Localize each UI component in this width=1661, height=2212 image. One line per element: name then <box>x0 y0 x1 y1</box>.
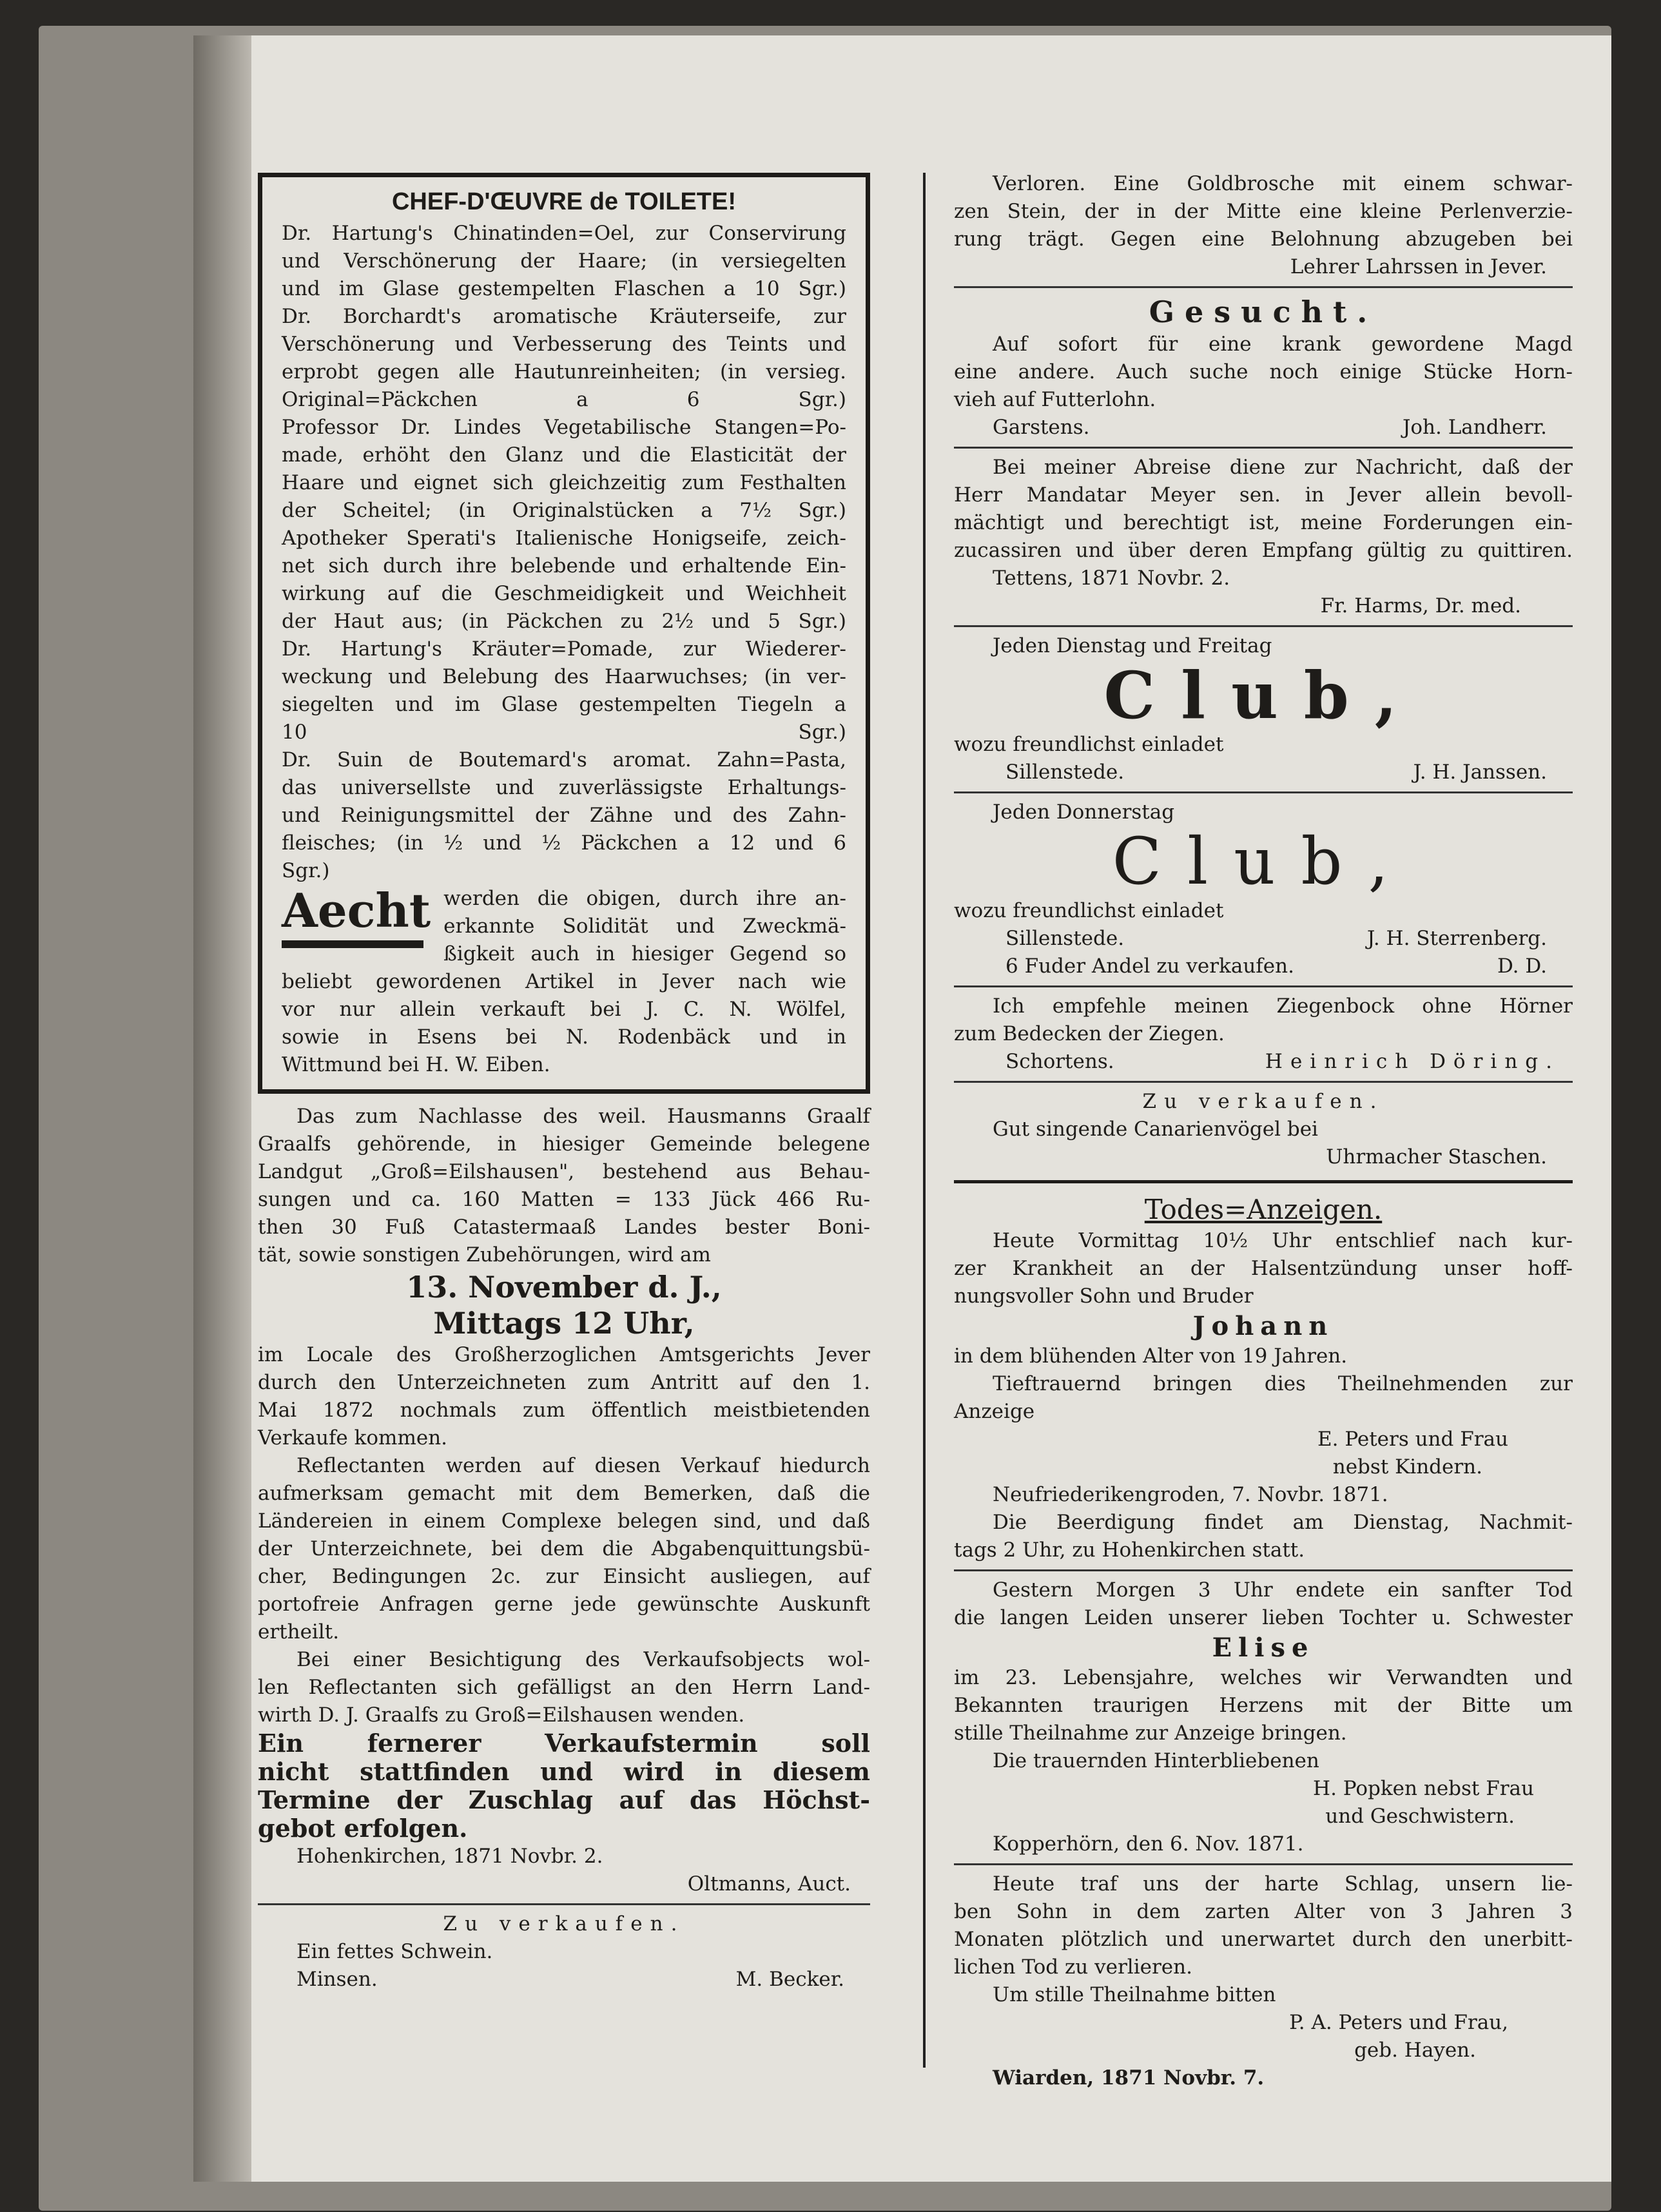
text-line: Tieftrauernd bringen dies Theilnehmenden zur <box>993 1372 1573 1395</box>
text-line: Bei einer Besichtigung des Verkaufsobjects wol- <box>296 1648 870 1671</box>
text-line: zucassiren und über deren Empfang gültig zu quittiren. <box>954 539 1573 562</box>
divider <box>954 286 1573 288</box>
club2-pre: Jeden Donnerstag <box>993 800 1175 824</box>
text-line: der Haut aus; (in Päckchen zu 2½ und 5 Sgr.) <box>282 610 846 633</box>
text-line: stille Theilnahme zur Anzeige bringen. <box>954 1722 1347 1745</box>
club2-name: J. H. Sterrenberg. <box>1366 927 1547 950</box>
death-notice-2-sign0: Die trauernden Hinterbliebenen <box>993 1749 1319 1772</box>
text-line: Ländereien in einem Complexe belegen sind, und daß <box>258 1509 870 1533</box>
ad-lines <box>282 220 846 885</box>
death-notice-3-request: Um stille Theilnahme bitten <box>993 1983 1276 2006</box>
club2-place: Sillenstede. <box>1005 927 1125 950</box>
text-line: der Scheitel; (in Originalstücken a 7½ Sgr.) <box>282 499 846 522</box>
text-line: Original=Päckchen a 6 Sgr.) <box>282 388 846 411</box>
death-notice-1-sign1: E. Peters und Frau <box>1317 1428 1508 1451</box>
death-notice-1-lines2 <box>954 1370 1573 1426</box>
echt-row <box>282 885 846 968</box>
text-line: zum Bedecken der Ziegen. <box>954 1022 1225 1045</box>
text-line: Ein fernerer Verkaufstermin soll <box>258 1729 870 1758</box>
text-line: zen Stein, der in der Mitte eine kleine Perlenverzie- <box>954 200 1573 223</box>
abreise-lines <box>954 454 1573 565</box>
canarien-sign: Uhrmacher Staschen. <box>1326 1145 1547 1169</box>
ziegenbock-name: Heinrich Döring. <box>1265 1050 1560 1073</box>
death-notice-2-lines2 <box>954 1664 1573 1747</box>
club1-name: J. H. Janssen. <box>1413 761 1547 784</box>
text-line: im Locale des Großherzoglichen Amtsgerichts Jever <box>258 1343 870 1366</box>
divider <box>954 625 1573 627</box>
club2-post: wozu freundlichst einladet <box>954 899 1224 922</box>
gesucht-name: Joh. Landherr. <box>1402 416 1547 439</box>
auction-notice <box>258 1103 870 1898</box>
echt-lines <box>443 885 846 968</box>
text-line: vieh auf Futterlohn. <box>954 388 1156 411</box>
divider <box>954 791 1573 793</box>
death-notices <box>954 1192 1573 2092</box>
pig-sale-sign-row <box>258 1966 870 1994</box>
text-line: sungen und ca. 160 Matten = 133 Jück 466 Ru- <box>258 1188 870 1211</box>
text-line: nicht stattfinden und wird in diesem <box>258 1757 870 1786</box>
auction-bold-notice <box>258 1729 870 1843</box>
text-line: gebot erfolgen. <box>258 1814 468 1843</box>
text-line: Auf sofort für eine krank gewordene Magd <box>993 333 1573 356</box>
pig-sale-notice <box>258 1910 870 1994</box>
text-line: Ich empfehle meinen Ziegenbock ohne Hörner <box>993 994 1573 1018</box>
ziegenbock-place: Schortens. <box>1005 1050 1114 1073</box>
text-line: 10 Sgr.) <box>282 721 846 744</box>
gesucht-title: Gesucht. <box>1149 295 1378 329</box>
divider <box>954 985 1573 987</box>
death-notice-3-sign1: P. A. Peters und Frau, <box>1289 2011 1508 2034</box>
auction-intro <box>258 1103 870 1269</box>
text-line: fleisches; (in ½ und ½ Päckchen a 12 und 6 <box>282 831 846 855</box>
text-line: werden die obigen, durch ihre an- <box>443 887 846 910</box>
andel-sign: D. D. <box>1497 955 1547 978</box>
death-notices-title: Todes=Anzeigen. <box>1144 1194 1383 1225</box>
text-line: Landgut „Groß=Eilshausen", bestehend aus Behau- <box>258 1160 870 1183</box>
auction-date: 13. November d. J., <box>406 1270 722 1305</box>
text-line: Monaten plötzlich und unerwartet durch den unerbitt- <box>954 1928 1573 1951</box>
text-line: der Unterzeichnete, bei dem die Abgabenquittungsbü- <box>258 1537 870 1560</box>
text-line: Wittmund bei H. W. Eiben. <box>282 1053 550 1076</box>
death-notice-2-lines <box>954 1577 1573 1632</box>
text-line: Verschönerung und Verbesserung des Teints und <box>282 333 846 356</box>
text-line: Anzeige <box>954 1400 1035 1423</box>
text-line: Reflectanten werden auf diesen Verkauf hiedurch <box>296 1454 870 1477</box>
death-notice-1-lines3 <box>954 1509 1573 1564</box>
divider <box>258 1903 870 1905</box>
ad-tail-lines <box>282 968 846 1079</box>
gesucht-sign-row <box>954 414 1573 441</box>
lost-sign: Lehrer Lahrssen in Jever. <box>1290 255 1547 278</box>
text-line: und im Glase gestempelten Flaschen a 10 Sgr.) <box>282 277 846 300</box>
text-line: beliebt gewordenen Artikel in Jever nach wie <box>282 970 846 993</box>
text-line: sowie in Esens bei N. Rodenbäck und in <box>282 1025 846 1049</box>
death-notice-2-sign1: H. Popken nebst Frau <box>1313 1777 1534 1800</box>
text-line: eine andere. Auch suche noch einige Stücke Horn- <box>954 360 1573 383</box>
text-line: made, erhöht den Glanz und die Elasticität der <box>282 443 846 467</box>
text-line: tät, sowie sonstigen Zubehörungen, wird am <box>258 1243 711 1266</box>
text-line: vor nur allein verkauft bei J. C. N. Wölfel, <box>282 998 846 1021</box>
gesucht-lines <box>954 331 1573 414</box>
text-line: Heute traf uns der harte Schlag, unsern lie- <box>993 1872 1573 1896</box>
canarien-notice <box>954 1088 1573 1171</box>
text-line: das universellste und zuverlässigste Erhaltungs- <box>282 776 846 799</box>
club1-title: Club, <box>1103 657 1423 733</box>
auction-signature: Oltmanns, Auct. <box>687 1872 851 1896</box>
text-line: aufmerksam gemacht mit dem Bemerken, daß die <box>258 1482 870 1505</box>
death-notice-1-date: Neufriederikengroden, 7. Novbr. 1871. <box>993 1483 1388 1506</box>
text-line: die langen Leiden unserer lieben Tochter u. Schwester <box>954 1606 1573 1629</box>
text-line: then 30 Fuß Catastermaaß Landes bester Boni- <box>258 1216 870 1239</box>
left-column <box>258 135 870 1994</box>
text-line: Dr. Hartung's Kräuter=Pomade, zur Wiederer- <box>282 637 846 661</box>
text-line: Termine der Zuschlag auf das Höchst- <box>258 1785 870 1814</box>
divider <box>954 1081 1573 1083</box>
auction-details <box>258 1452 870 1646</box>
text-line: ertheilt. <box>258 1620 340 1644</box>
page-spine-shadow <box>193 35 251 2182</box>
club2-notice <box>954 799 1573 980</box>
text-line: Gestern Morgen 3 Uhr endete ein sanfter Tod <box>993 1578 1573 1602</box>
text-line: im 23. Lebensjahre, welches wir Verwandten und <box>954 1666 1573 1689</box>
text-line: nungsvoller Sohn und Bruder <box>954 1285 1254 1308</box>
text-line: erkannte Solidität und Zweckmä- <box>443 915 846 938</box>
text-line: Bei meiner Abreise diene zur Nachricht, daß der <box>993 456 1573 479</box>
pig-sale-place: Minsen. <box>296 1968 378 1991</box>
text-line: net sich durch ihre belebende und erhaltende Ein- <box>282 554 846 577</box>
lost-lines <box>954 170 1573 253</box>
club1-post: wozu freundlichst einladet <box>954 733 1224 756</box>
text-line: tags 2 Uhr, zu Hohenkirchen statt. <box>954 1538 1305 1562</box>
club2-sign-row <box>954 925 1573 953</box>
text-line: cher, Bedingungen 2c. zur Einsicht ausliegen, auf <box>258 1565 870 1588</box>
echt-block <box>282 885 431 948</box>
club2-title: Club, <box>1112 824 1415 899</box>
ziegenbock-lines <box>954 993 1573 1048</box>
text-line: und Verschönerung der Haare; (in versiegelten <box>282 249 846 273</box>
text-line: Die Beerdigung findet am Dienstag, Nachmit- <box>993 1511 1573 1534</box>
death-notice-3-sign2: geb. Hayen. <box>1354 2039 1476 2062</box>
auction-location <box>258 1341 870 1452</box>
divider <box>954 447 1573 449</box>
death-notice-2-sign2: und Geschwistern. <box>1325 1805 1515 1828</box>
divider <box>954 1863 1573 1865</box>
text-line: mächtigt und berechtigt ist, meine Forderungen ein- <box>954 511 1573 534</box>
pig-sale-text: Ein fettes Schwein. <box>296 1940 493 1963</box>
death-notice-1-sign2: nebst Kindern. <box>1332 1455 1482 1479</box>
andel-text: 6 Fuder Andel zu verkaufen. <box>1005 955 1294 978</box>
death-notice-2-name: Elise <box>1212 1633 1315 1663</box>
text-line: Haare und eignet sich gleichzeitig zum Festhalten <box>282 471 846 494</box>
echt-underline <box>282 940 423 948</box>
club1-place: Sillenstede. <box>1005 761 1125 784</box>
canarien-title: Zu verkaufen. <box>1142 1090 1384 1113</box>
text-line: portofreie Anfragen gerne jede gewünschte Auskunft <box>258 1593 870 1616</box>
text-line: durch den Unterzeichneten zum Antritt auf den 1. <box>258 1371 870 1394</box>
pig-sale-name: M. Becker. <box>735 1968 844 1991</box>
text-line: Das zum Nachlasse des weil. Hausmanns Graalf <box>296 1105 870 1128</box>
text-line: wirkung auf die Geschmeidigkeit und Weichheit <box>282 582 846 605</box>
auction-viewing <box>258 1646 870 1729</box>
abreise-date: Tettens, 1871 Novbr. 2. <box>993 567 1230 590</box>
text-line: weckung und Belebung des Haarwuchses; (in ver- <box>282 665 846 688</box>
club1-notice <box>954 632 1573 786</box>
text-line: Dr. Hartung's Chinatinden=Oel, zur Conservirung <box>282 222 846 245</box>
ziegenbock-sign-row <box>954 1048 1573 1076</box>
canarien-text: Gut singende Canarienvögel bei <box>993 1118 1318 1141</box>
death-notice-1-name: Johann <box>1192 1311 1334 1341</box>
text-line: Verloren. Eine Goldbrosche mit einem schwar- <box>993 172 1573 195</box>
text-line: Professor Dr. Lindes Vegetabilische Stangen=Po- <box>282 416 846 439</box>
death-notice-3-date: Wiarden, 1871 Novbr. 7. <box>993 2066 1265 2090</box>
right-column <box>954 135 1573 2092</box>
text-line: Herr Mandatar Meyer sen. in Jever allein bevoll- <box>954 483 1573 507</box>
text-line: siegelten und im Glase gestempelten Tiegeln a <box>282 693 846 716</box>
text-line: rung trägt. Gegen eine Belohnung abzugeben bei <box>954 228 1573 251</box>
ad-title: CHEF-D'ŒUVRE de TOILETE! <box>391 188 737 215</box>
text-line: Apotheker Sperati's Italienische Honigseife, zeich- <box>282 527 846 550</box>
text-line: Sgr.) <box>282 859 330 882</box>
text-line: zer Krankheit an der Halsentzündung unser hoff- <box>954 1257 1573 1280</box>
death-notice-2-date: Kopperhörn, den 6. Nov. 1871. <box>993 1832 1304 1856</box>
text-line: und Reinigungsmittel der Zähne und des Zahn- <box>282 804 846 827</box>
text-line: Bekannten traurigen Herzens mit der Bitte um <box>954 1694 1573 1717</box>
ziegenbock-notice <box>954 993 1573 1076</box>
text-line: len Reflectanten sich gefälligst an den Herrn Land- <box>258 1676 870 1699</box>
death-notice-1-age: in dem blühenden Alter von 19 Jahren. <box>954 1344 1348 1368</box>
text-line: wirth D. J. Graalfs zu Groß=Eilshausen wenden. <box>258 1703 745 1727</box>
auction-place-date: Hohenkirchen, 1871 Novbr. 2. <box>296 1845 603 1868</box>
death-notice-1-lines <box>954 1227 1573 1310</box>
gesucht-place: Garstens. <box>993 416 1090 439</box>
andel-row <box>954 953 1573 980</box>
text-line: erprobt gegen alle Hautunreinheiten; (in versieg. <box>282 360 846 383</box>
text-line: Dr. Borchardt's aromatische Kräuterseife, zur <box>282 305 846 328</box>
text-line: Graalfs gehörende, in hiesiger Gemeinde belegene <box>258 1132 870 1156</box>
divider <box>954 1569 1573 1571</box>
thick-divider <box>954 1180 1573 1183</box>
toilet-advertisement <box>258 173 870 1094</box>
column-divider <box>923 173 926 2068</box>
text-line: Heute Vormittag 10½ Uhr entschlief nach kur- <box>993 1229 1573 1252</box>
club1-pre: Jeden Dienstag und Freitag <box>993 634 1272 657</box>
gesucht-notice <box>954 293 1573 441</box>
club1-sign-row <box>954 759 1573 786</box>
abreise-notice <box>954 454 1573 620</box>
pig-sale-title: Zu verkaufen. <box>443 1912 685 1936</box>
text-line: ßigkeit auch in hiesiger Gegend so <box>443 942 846 965</box>
text-line: Verkaufe kommen. <box>258 1426 448 1450</box>
text-line: Dr. Suin de Boutemard's aromat. Zahn=Pasta, <box>282 748 846 771</box>
death-notice-3-lines <box>954 1870 1573 1981</box>
lost-notice <box>954 170 1573 281</box>
auction-time: Mittags 12 Uhr, <box>433 1306 695 1341</box>
abreise-sign: Fr. Harms, Dr. med. <box>1320 594 1521 617</box>
echt-word: Aecht <box>282 883 431 938</box>
text-line: ben Sohn in dem zarten Alter von 3 Jahren 3 <box>954 1900 1573 1923</box>
text-line: lichen Tod zu verlieren. <box>954 1955 1192 1979</box>
text-line: Mai 1872 nochmals zum öffentlich meistbietenden <box>258 1399 870 1422</box>
